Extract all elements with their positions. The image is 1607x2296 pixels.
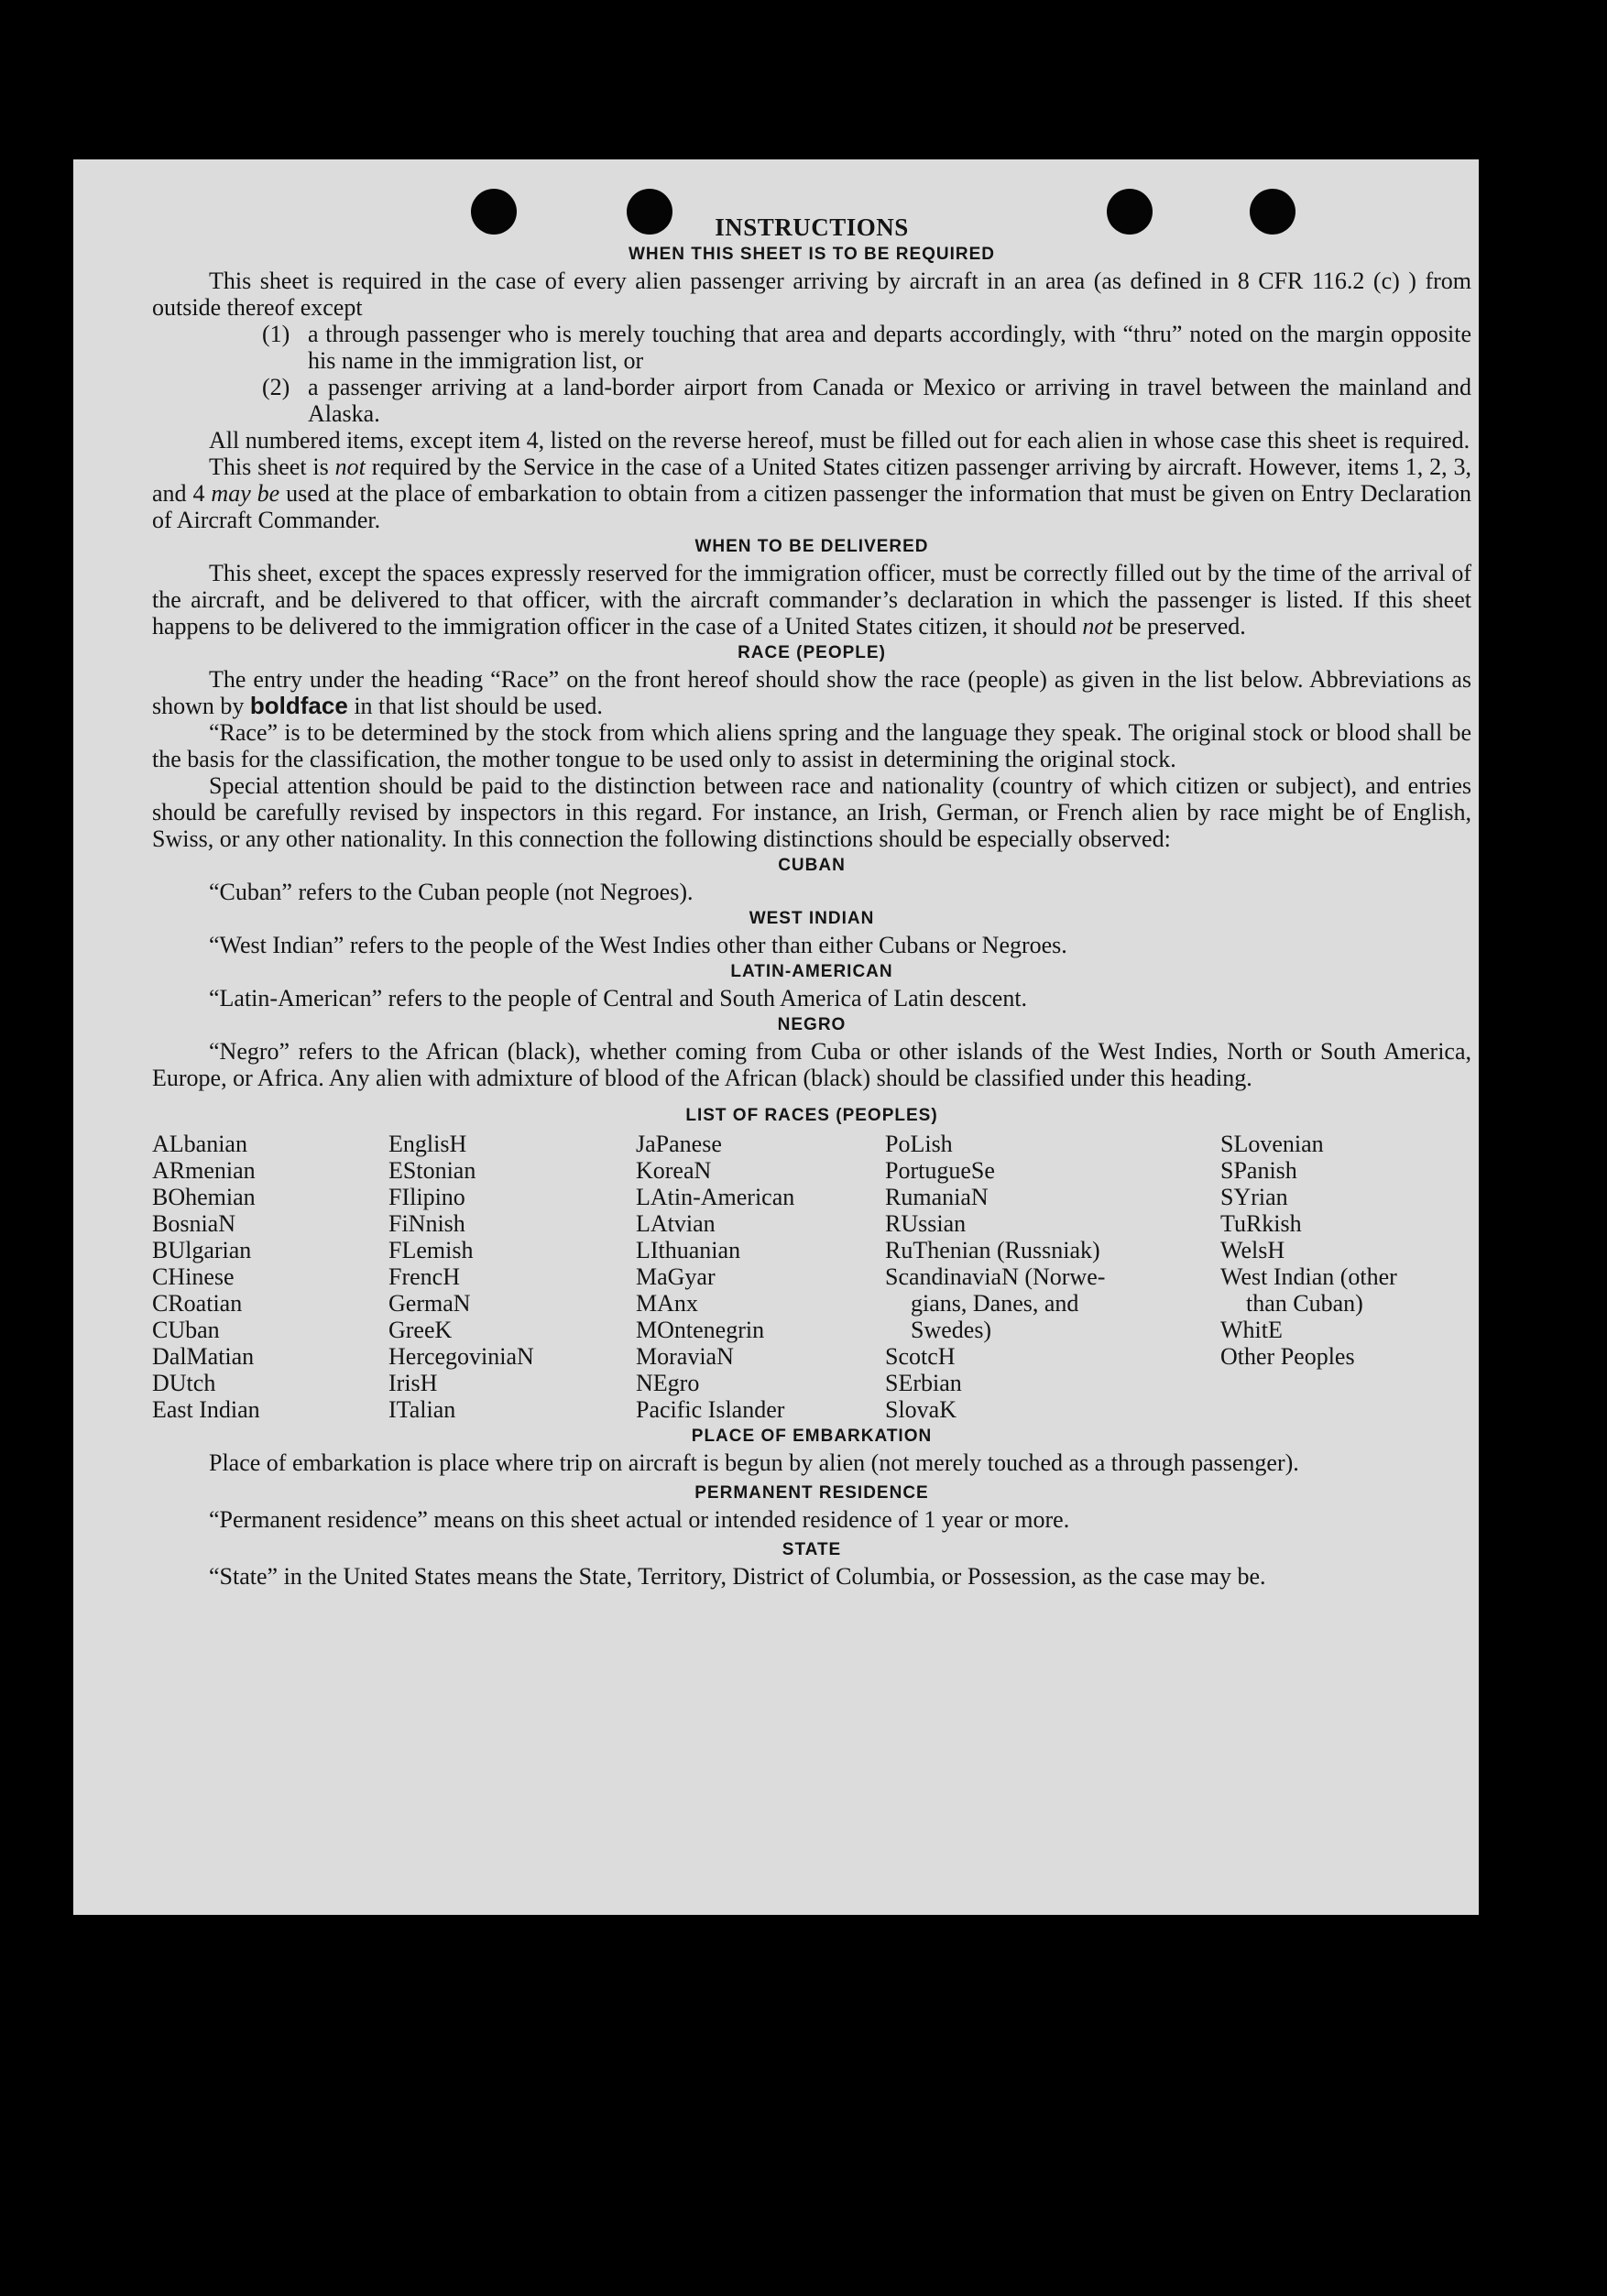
list-item — [262, 374, 1471, 427]
race-entry: RumaniaN — [885, 1184, 989, 1210]
race-entry: BosniaN — [152, 1210, 235, 1237]
race-entry: TuRkish — [1220, 1210, 1302, 1237]
section-heading: PLACE OF EMBARKATION — [691, 1427, 933, 1446]
italic-text: not — [1082, 613, 1113, 640]
race-entry: West Indian (other — [1220, 1263, 1397, 1290]
race-entry: PortugueSe — [885, 1157, 995, 1184]
race-entry: KoreaN — [636, 1157, 712, 1184]
race-entry: FLemish — [388, 1237, 474, 1263]
race-entry: MAnx — [636, 1290, 698, 1317]
race-entry: DUtch — [152, 1370, 216, 1396]
section-heading: LIST OF RACES (PEOPLES) — [685, 1106, 938, 1125]
italic-text: not — [334, 454, 366, 480]
section-heading: WHEN TO BE DELIVERED — [694, 537, 929, 556]
race-entry: ITalian — [388, 1396, 456, 1423]
race-entry: WelsH — [1220, 1237, 1285, 1263]
race-entry: SErbian — [885, 1370, 962, 1396]
race-list — [152, 1131, 1471, 1423]
paragraph: “West Indian” refers to the people of the West Indies other than either Cubans or Negroes. — [209, 932, 1067, 958]
document-sheet — [73, 159, 1479, 1915]
race-entry: IrisH — [388, 1370, 438, 1396]
race-entry: PoLish — [885, 1131, 953, 1157]
section-heading: NEGRO — [777, 1015, 847, 1034]
page-title: INSTRUCTIONS — [715, 213, 909, 241]
section-heading: WEST INDIAN — [749, 909, 875, 928]
race-entry: DalMatian — [152, 1343, 255, 1370]
section-heading: PERMANENT RESIDENCE — [694, 1483, 929, 1503]
paragraph: “Race” is to be determined by the stock from which aliens spring and the language they speak. The original stock or blood shall be the basis for the classification, the mother tongue to be used only to assist in determining the original stock. — [152, 719, 1471, 772]
race-entry: MOntenegrin — [636, 1317, 765, 1343]
race-entry: RUssian — [885, 1210, 967, 1237]
race-entry: East Indian — [152, 1396, 260, 1423]
section-heading: RACE (PEOPLE) — [738, 643, 886, 662]
section-heading: WHEN THIS SHEET IS TO BE REQUIRED — [628, 245, 996, 264]
race-column — [636, 1131, 885, 1423]
race-entry: EnglisH — [388, 1131, 467, 1157]
text-run: The entry under the heading “Race” on the front hereof should show the race (people) as given in the list below. Abbreviations as shown by — [152, 666, 1471, 719]
race-entry: Swedes) — [911, 1317, 992, 1343]
bold-text: boldface — [249, 692, 348, 719]
race-entry: SPanish — [1220, 1157, 1297, 1184]
race-column — [388, 1131, 636, 1423]
race-entry: SlovaK — [885, 1396, 957, 1423]
race-entry: NEgro — [636, 1370, 700, 1396]
race-entry: LAtvian — [636, 1210, 716, 1237]
race-entry: MaGyar — [636, 1263, 716, 1290]
race-column — [885, 1131, 1220, 1423]
race-entry: JaPanese — [636, 1131, 722, 1157]
paragraph: “Permanent residence” means on this sheet actual or intended residence of 1 year or more. — [209, 1506, 1070, 1533]
paragraph — [152, 560, 1471, 640]
race-entry: gians, Danes, and — [911, 1290, 1079, 1317]
race-entry: FIlipino — [388, 1184, 465, 1210]
section-heading: LATIN-AMERICAN — [730, 962, 893, 981]
race-entry: RuThenian (Russniak) — [885, 1237, 1100, 1263]
race-entry: GermaN — [388, 1290, 471, 1317]
race-entry: SLovenian — [1220, 1131, 1324, 1157]
text-run: used at the place of embarkation to obtain from a citizen passenger the information that must be given on Entry Declaration of Aircraft Commander. — [152, 480, 1471, 533]
paragraph: “Negro” refers to the African (black), whether coming from Cuba or other islands of the West Indies, North or South America, Europe, or Africa. Any alien with admixture of blood of the African (black) should be classified under this heading. — [152, 1038, 1471, 1091]
race-entry: than Cuban) — [1246, 1290, 1363, 1317]
section-heading: STATE — [782, 1540, 842, 1559]
text-run: required by the Service in the case of a United States citizen passenger arriving by aircraft. However, items 1, 2, 3, and 4 — [152, 454, 1471, 507]
paragraph — [152, 666, 1471, 719]
race-column — [1220, 1131, 1471, 1423]
paragraph: All numbered items, except item 4, listed on the reverse hereof, must be filled out for each alien in whose case this sheet is required. — [209, 427, 1470, 454]
paragraph: This sheet is required in the case of every alien passenger arriving by aircraft in an area (as defined in 8 CFR 116.2 (c) ) from outside thereof except — [152, 268, 1471, 321]
race-entry: HercegoviniaN — [388, 1343, 534, 1370]
race-entry: SYrian — [1220, 1184, 1288, 1210]
race-entry: Other Peoples — [1220, 1343, 1355, 1370]
section-heading: CUBAN — [778, 856, 846, 875]
race-entry: FiNnish — [388, 1210, 465, 1237]
race-entry: LAtin-American — [636, 1184, 795, 1210]
race-entry: BUlgarian — [152, 1237, 252, 1263]
race-entry: CHinese — [152, 1263, 235, 1290]
text-run: This sheet is — [209, 454, 335, 480]
instructions-body — [152, 214, 1471, 1590]
race-entry: LIthuanian — [636, 1237, 741, 1263]
text-run: be preserved. — [1112, 613, 1246, 640]
race-entry: WhitE — [1220, 1317, 1283, 1343]
race-entry: ALbanian — [152, 1131, 247, 1157]
paragraph: Place of embarkation is place where trip on aircraft is begun by alien (not merely touched as a through passenger). — [209, 1449, 1299, 1476]
item-number: (1) — [262, 321, 290, 347]
race-entry: CUban — [152, 1317, 220, 1343]
text-run: This sheet, except the spaces expressly reserved for the immigration officer, must be correctly filled out by the time of the arrival of the aircraft, and be delivered to that officer, with the aircraft commander’s declaration in which the passenger is listed. If this sheet happens to be delivered to the immigration officer in the case of a United States citizen, it should — [152, 560, 1471, 640]
paragraph: “Latin-American” refers to the people of Central and South America of Latin descent. — [209, 985, 1028, 1011]
race-entry: Pacific Islander — [636, 1396, 785, 1423]
paragraph — [152, 454, 1471, 533]
item-text: a passenger arriving at a land-border airport from Canada or Mexico or arriving in travel between the mainland and Alaska. — [308, 374, 1471, 427]
paragraph: “State” in the United States means the State, Territory, District of Columbia, or Possession, as the case may be. — [209, 1563, 1266, 1590]
race-entry: GreeK — [388, 1317, 453, 1343]
race-entry: ARmenian — [152, 1157, 256, 1184]
race-entry: EStonian — [388, 1157, 476, 1184]
paragraph: Special attention should be paid to the distinction between race and nationality (country of which citizen or subject), and entries should be carefully revised by inspectors in this regard. For instance, an Irish, German, or French alien by race might be of English, Swiss, or any other nationality. In this connection the following distinctions should be especially observed: — [152, 772, 1471, 852]
list-item — [262, 321, 1471, 374]
item-text: a through passenger who is merely touching that area and departs accordingly, with “thru” noted on the margin opposite his name in the immigration list, or — [308, 321, 1471, 374]
race-entry: BOhemian — [152, 1184, 256, 1210]
text-run: in that list should be used. — [347, 693, 603, 719]
race-entry: FrencH — [388, 1263, 460, 1290]
race-column — [152, 1131, 388, 1423]
paragraph: “Cuban” refers to the Cuban people (not Negroes). — [209, 879, 694, 905]
item-number: (2) — [262, 374, 290, 400]
race-entry: CRoatian — [152, 1290, 243, 1317]
race-entry: ScandinaviaN (Norwe- — [885, 1263, 1106, 1290]
italic-text: may be — [211, 480, 280, 507]
race-entry: ScotcH — [885, 1343, 956, 1370]
race-entry: MoraviaN — [636, 1343, 734, 1370]
